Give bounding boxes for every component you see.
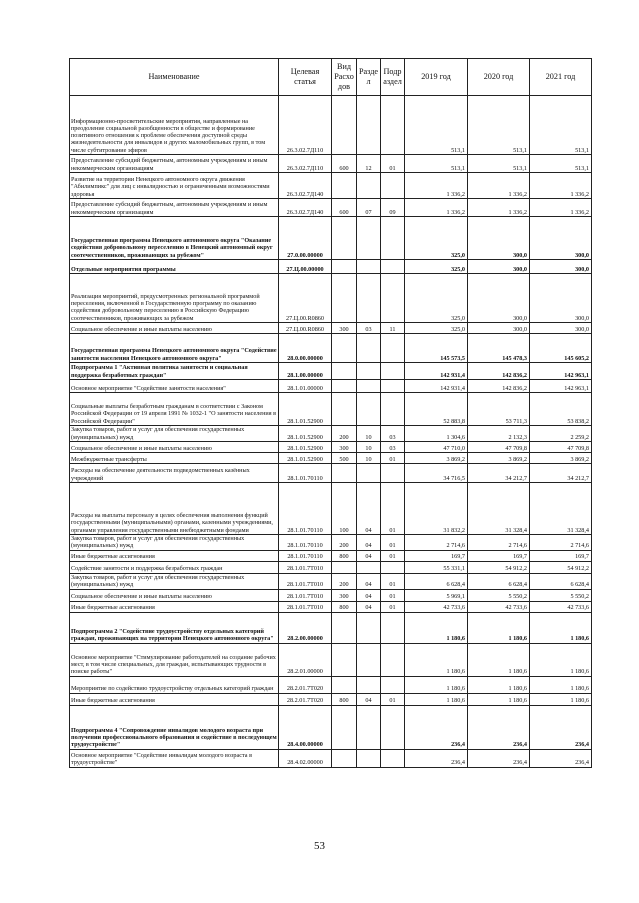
row-value-2020: 3 869,2 [468,453,530,464]
row-name: Иные бюджетные ассигнования [70,693,279,705]
row-section [357,561,381,573]
row-expense-type [332,96,357,155]
row-target-article: 28.1.01.52900 [279,426,332,442]
row-value-2021: 2 259,2 [530,426,592,442]
row-expense-type: 600 [332,199,357,217]
row-subsection [381,464,405,483]
row-subsection [381,274,405,323]
row-section: 04 [357,535,381,551]
row-subsection: 01 [381,693,405,705]
table-row [70,173,592,199]
row-value-2021: 5 550,2 [530,589,592,601]
page-number: 53 [314,840,325,852]
row-value-2019: 42 733,6 [405,601,468,612]
row-value-2020: 169,7 [468,550,530,561]
row-name: Социальное обеспечение и иные выплаты населению [70,589,279,601]
header-year-2020: 2020 год [468,59,530,96]
row-value-2019: 52 883,8 [405,393,468,426]
row-expense-type [332,274,357,323]
table-row [70,323,592,334]
row-target-article: 28.2.01.7Т020 [279,676,332,693]
row-value-2019: 145 573,5 [405,334,468,363]
row-value-2021: 54 912,2 [530,561,592,573]
row-section [357,380,381,393]
row-section: 04 [357,573,381,589]
row-subsection [381,96,405,155]
table-body [70,96,592,768]
row-expense-type [332,260,357,274]
row-value-2019: 325,0 [405,260,468,274]
row-target-article: 28.1.01.70110 [279,550,332,561]
row-target-article: 28.1.01.52900 [279,453,332,464]
row-section [357,705,381,749]
row-value-2021: 1 336,2 [530,173,592,199]
row-value-2021: 3 869,2 [530,453,592,464]
row-value-2021: 300,0 [530,217,592,260]
row-value-2021: 236,4 [530,749,592,767]
row-section [357,334,381,363]
row-expense-type [332,217,357,260]
row-subsection [381,749,405,767]
row-target-article: 28.1.01.7Т010 [279,573,332,589]
row-subsection: 01 [381,453,405,464]
row-value-2019: 325,0 [405,323,468,334]
row-expense-type: 300 [332,589,357,601]
row-target-article: 26.3.02.7Д110 [279,155,332,173]
table-row [70,483,592,535]
row-name: Отдельные мероприятия программы [70,260,279,274]
row-value-2021: 145 605,2 [530,334,592,363]
row-subsection [381,676,405,693]
row-value-2020: 300,0 [468,260,530,274]
row-target-article: 27.0.00.00000 [279,217,332,260]
row-value-2020: 236,4 [468,749,530,767]
row-section: 04 [357,589,381,601]
row-value-2021: 2 714,6 [530,535,592,551]
row-expense-type [332,363,357,380]
row-value-2021: 53 838,2 [530,393,592,426]
row-value-2020: 1 336,2 [468,199,530,217]
row-section [357,173,381,199]
row-name: Подпрограмма 4 "Сопровождение инвалидов молодого возраста при получении профессионального образования и содействие в последующем трудоустройстве" [70,705,279,749]
row-target-article: 28.1.01.00000 [279,380,332,393]
row-name: Социальные выплаты безработным гражданам в соответствии с Законом Российской Федерации от 19 апреля 1991 № 1032-1 "О занятости населения в Российской Федерации" [70,393,279,426]
row-name: Закупка товаров, работ и услуг для обеспечения государственных (муниципальных) нужд [70,535,279,551]
row-section [357,676,381,693]
row-subsection: 11 [381,323,405,334]
row-subsection [381,612,405,643]
row-name: Предоставление субсидий бюджетным, автономным учреждениям и иным некоммерческим организациям [70,155,279,173]
row-name: Государственная программа Ненецкого автономного округа "Оказание содействия добровольному переселению в Ненецкий автономный округ соотечественников, проживающих за рубежом" [70,217,279,260]
row-section: 10 [357,453,381,464]
row-target-article: 26.3.02.7Д140 [279,199,332,217]
row-subsection: 09 [381,199,405,217]
row-expense-type: 500 [332,453,357,464]
table-row [70,442,592,453]
row-value-2020: 34 212,7 [468,464,530,483]
budget-table [69,58,592,768]
row-value-2020: 5 550,2 [468,589,530,601]
row-expense-type [332,464,357,483]
row-name: Подпрограмма 2 "Содействие трудоустройству отдельных категорий граждан, проживающих на территории Ненецкого автономного округа" [70,612,279,643]
row-value-2019: 236,4 [405,705,468,749]
row-value-2019: 325,0 [405,217,468,260]
row-value-2020: 1 336,2 [468,173,530,199]
row-target-article: 28.4.02.00000 [279,749,332,767]
row-value-2019: 1 304,6 [405,426,468,442]
row-name: Предоставление субсидий бюджетным, автономным учреждениям и иным некоммерческим организациям [70,199,279,217]
row-name: Мероприятие по содействию трудоустройству отдельных категорий граждан [70,676,279,693]
row-value-2021: 300,0 [530,260,592,274]
row-value-2020: 300,0 [468,274,530,323]
row-subsection: 01 [381,550,405,561]
row-value-2021: 513,1 [530,155,592,173]
row-target-article: 28.1.01.70110 [279,483,332,535]
row-target-article: 28.1.01.7Т010 [279,561,332,573]
row-section [357,260,381,274]
table-row [70,274,592,323]
table-row [70,550,592,561]
row-section: 04 [357,601,381,612]
row-name: Закупка товаров, работ и услуг для обеспечения государственных (муниципальных) нужд [70,426,279,442]
row-section: 10 [357,426,381,442]
row-value-2020: 2 132,3 [468,426,530,442]
row-section [357,749,381,767]
table-row [70,199,592,217]
table-row [70,705,592,749]
row-subsection: 03 [381,442,405,453]
row-value-2019: 142 931,4 [405,380,468,393]
row-value-2021: 1 180,6 [530,693,592,705]
table-row [70,643,592,676]
table-row [70,693,592,705]
table-row [70,96,592,155]
row-value-2020: 1 180,6 [468,643,530,676]
row-value-2020: 47 709,8 [468,442,530,453]
row-value-2021: 169,7 [530,550,592,561]
row-subsection: 01 [381,589,405,601]
row-value-2021: 1 180,6 [530,612,592,643]
row-target-article: 28.1.01.70110 [279,464,332,483]
row-section: 03 [357,323,381,334]
row-value-2019: 1 180,6 [405,676,468,693]
row-value-2019: 236,4 [405,749,468,767]
row-target-article: 28.0.00.00000 [279,334,332,363]
row-subsection [381,260,405,274]
row-expense-type: 200 [332,573,357,589]
row-expense-type [332,643,357,676]
row-expense-type: 300 [332,323,357,334]
row-subsection [381,643,405,676]
row-expense-type [332,612,357,643]
row-value-2019: 513,1 [405,96,468,155]
row-value-2019: 142 931,4 [405,363,468,380]
header-year-2019: 2019 год [405,59,468,96]
row-section: 04 [357,483,381,535]
row-value-2020: 31 328,4 [468,483,530,535]
row-expense-type [332,380,357,393]
row-expense-type: 100 [332,483,357,535]
header-name: Наименование [70,59,279,96]
row-value-2019: 1 336,2 [405,199,468,217]
row-section [357,612,381,643]
row-value-2019: 5 969,1 [405,589,468,601]
row-value-2019: 55 331,1 [405,561,468,573]
row-section [357,217,381,260]
row-value-2021: 34 212,7 [530,464,592,483]
row-value-2021: 300,0 [530,323,592,334]
row-value-2019: 1 180,6 [405,643,468,676]
row-name: Социальное обеспечение и иные выплаты населению [70,442,279,453]
row-subsection [381,380,405,393]
row-expense-type [332,749,357,767]
row-name: Межбюджетные трансферты [70,453,279,464]
row-name: Социальное обеспечение и иные выплаты населению [70,323,279,334]
row-expense-type: 600 [332,155,357,173]
row-subsection: 01 [381,155,405,173]
row-value-2020: 300,0 [468,217,530,260]
row-section: 04 [357,550,381,561]
row-expense-type [332,561,357,573]
row-value-2019: 34 716,5 [405,464,468,483]
row-name: Реализация мероприятий, предусмотренных региональной программой переселения, включенной в Государственную программу по оказанию содействия добровольному переселению в Российскую Федерацию соотечественников, проживающих за рубежом [70,274,279,323]
row-target-article: 27.Ц.00.R0860 [279,323,332,334]
row-value-2020: 6 628,4 [468,573,530,589]
row-subsection [381,561,405,573]
row-target-article: 28.2.01.00000 [279,643,332,676]
row-target-article: 28.4.00.00000 [279,705,332,749]
table-row [70,676,592,693]
table-row [70,363,592,380]
row-name: Закупка товаров, работ и услуг для обеспечения государственных (муниципальных) нужд [70,573,279,589]
header-year-2021: 2021 год [530,59,592,96]
row-name: Развитие на территории Ненецкого автономного округа движения "Абилимпикс" для лиц с инвалидностью и ограниченными возможностями здоровья [70,173,279,199]
table-row [70,749,592,767]
table-row [70,260,592,274]
row-value-2019: 325,0 [405,274,468,323]
table-row [70,561,592,573]
row-target-article: 28.2.00.00000 [279,612,332,643]
row-value-2021: 1 336,2 [530,199,592,217]
row-target-article: 28.2.01.7Т020 [279,693,332,705]
row-name: Расходы на выплаты персоналу в целях обеспечения выполнения функций государственными (муниципальными) органами, казенными учреждениями, органами управления государственными внебюджетными фондами [70,483,279,535]
table-row [70,535,592,551]
row-name: Подпрограмма 1 "Активная политика занятости и социальная поддержка безработных граждан" [70,363,279,380]
row-subsection: 01 [381,601,405,612]
row-expense-type: 200 [332,535,357,551]
row-value-2019: 2 714,6 [405,535,468,551]
row-expense-type [332,676,357,693]
row-target-article: 27.Ц.00.R0860 [279,274,332,323]
row-name: Расходы на обеспечение деятельности подведомственных казённых учреждений [70,464,279,483]
table-row [70,453,592,464]
row-subsection [381,393,405,426]
row-expense-type [332,334,357,363]
row-subsection: 01 [381,573,405,589]
row-name: Иные бюджетные ассигнования [70,550,279,561]
header-expense-type: Вид Расхо дов [332,59,357,96]
row-value-2020: 2 714,6 [468,535,530,551]
table-row [70,217,592,260]
table-row [70,601,592,612]
row-value-2021: 1 180,6 [530,676,592,693]
row-value-2021: 300,0 [530,274,592,323]
row-value-2019: 1 180,6 [405,612,468,643]
row-target-article: 27.Ц.00.00000 [279,260,332,274]
row-subsection: 01 [381,535,405,551]
row-target-article: 28.1.01.52900 [279,442,332,453]
header-row [70,59,592,96]
row-value-2021: 6 628,4 [530,573,592,589]
table-row [70,589,592,601]
row-value-2020: 42 733,6 [468,601,530,612]
row-value-2021: 236,4 [530,705,592,749]
row-value-2020: 1 180,6 [468,693,530,705]
row-value-2020: 54 912,2 [468,561,530,573]
row-value-2020: 513,1 [468,96,530,155]
row-subsection [381,363,405,380]
row-value-2021: 142 963,1 [530,380,592,393]
row-expense-type: 200 [332,426,357,442]
row-expense-type [332,173,357,199]
row-section [357,393,381,426]
row-value-2019: 169,7 [405,550,468,561]
row-target-article: 28.1.00.00000 [279,363,332,380]
row-value-2021: 47 709,8 [530,442,592,453]
row-value-2020: 300,0 [468,323,530,334]
row-value-2019: 513,1 [405,155,468,173]
row-subsection: 01 [381,483,405,535]
row-section: 12 [357,155,381,173]
row-target-article: 26.3.02.7Д140 [279,173,332,199]
row-section [357,274,381,323]
row-target-article: 28.1.01.7Т010 [279,601,332,612]
row-expense-type [332,393,357,426]
row-target-article: 28.1.01.70110 [279,535,332,551]
row-expense-type: 800 [332,601,357,612]
row-subsection [381,217,405,260]
row-value-2021: 42 733,6 [530,601,592,612]
row-value-2019: 47 710,0 [405,442,468,453]
row-value-2020: 1 180,6 [468,676,530,693]
row-value-2020: 142 836,2 [468,380,530,393]
row-section: 04 [357,693,381,705]
row-name: Основное мероприятие "Содействие инвалидам молодого возраста в трудоустройстве" [70,749,279,767]
row-section [357,96,381,155]
row-section: 10 [357,442,381,453]
row-value-2019: 3 869,2 [405,453,468,464]
row-value-2021: 513,1 [530,96,592,155]
header-subsection: Подр аздел [381,59,405,96]
row-section [357,464,381,483]
row-name: Иные бюджетные ассигнования [70,601,279,612]
row-section [357,363,381,380]
table-row [70,334,592,363]
header-target-article: Целевая статья [279,59,332,96]
row-name: Информационно-просветительские мероприятия, направленные на преодоление социальной разобщенности в обществе и формирование позитивного отношения к проблеме обеспечения доступной среды жизнедеятельности для инвалидов и других маломобильных групп, в том числе субтитрование эфиров [70,96,279,155]
row-subsection: 03 [381,426,405,442]
row-subsection [381,705,405,749]
row-value-2019: 6 628,4 [405,573,468,589]
table-row [70,393,592,426]
row-value-2019: 1 180,6 [405,693,468,705]
row-name: Основное мероприятие "Стимулирование работодателей на создание рабочих мест, в том числе специальных, для граждан, испытывающих трудности в поиске работы" [70,643,279,676]
row-value-2021: 31 328,4 [530,483,592,535]
row-subsection [381,173,405,199]
row-expense-type: 800 [332,693,357,705]
row-value-2020: 236,4 [468,705,530,749]
row-section [357,643,381,676]
row-subsection [381,334,405,363]
table-row [70,380,592,393]
table-row [70,426,592,442]
row-expense-type [332,705,357,749]
row-value-2020: 142 836,2 [468,363,530,380]
row-value-2021: 142 963,1 [530,363,592,380]
table-row [70,573,592,589]
row-value-2020: 513,1 [468,155,530,173]
row-section: 07 [357,199,381,217]
row-name: Государственная программа Ненецкого автономного округа "Содействие занятости населения Ненецкого автономного округа" [70,334,279,363]
row-value-2019: 1 336,2 [405,173,468,199]
table-row [70,612,592,643]
table-row [70,155,592,173]
row-expense-type: 800 [332,550,357,561]
table-row [70,464,592,483]
row-expense-type: 300 [332,442,357,453]
row-target-article: 26.3.02.7Д110 [279,96,332,155]
row-value-2020: 53 711,3 [468,393,530,426]
row-name: Основное мероприятие "Содействие занятости населения" [70,380,279,393]
header-section: Разде л [357,59,381,96]
row-target-article: 28.1.01.7Т010 [279,589,332,601]
row-value-2020: 1 180,6 [468,612,530,643]
row-value-2021: 1 180,6 [530,643,592,676]
row-target-article: 28.1.01.52900 [279,393,332,426]
row-value-2019: 31 832,2 [405,483,468,535]
row-value-2020: 145 478,3 [468,334,530,363]
row-name: Содействие занятости и поддержка безработных граждан [70,561,279,573]
